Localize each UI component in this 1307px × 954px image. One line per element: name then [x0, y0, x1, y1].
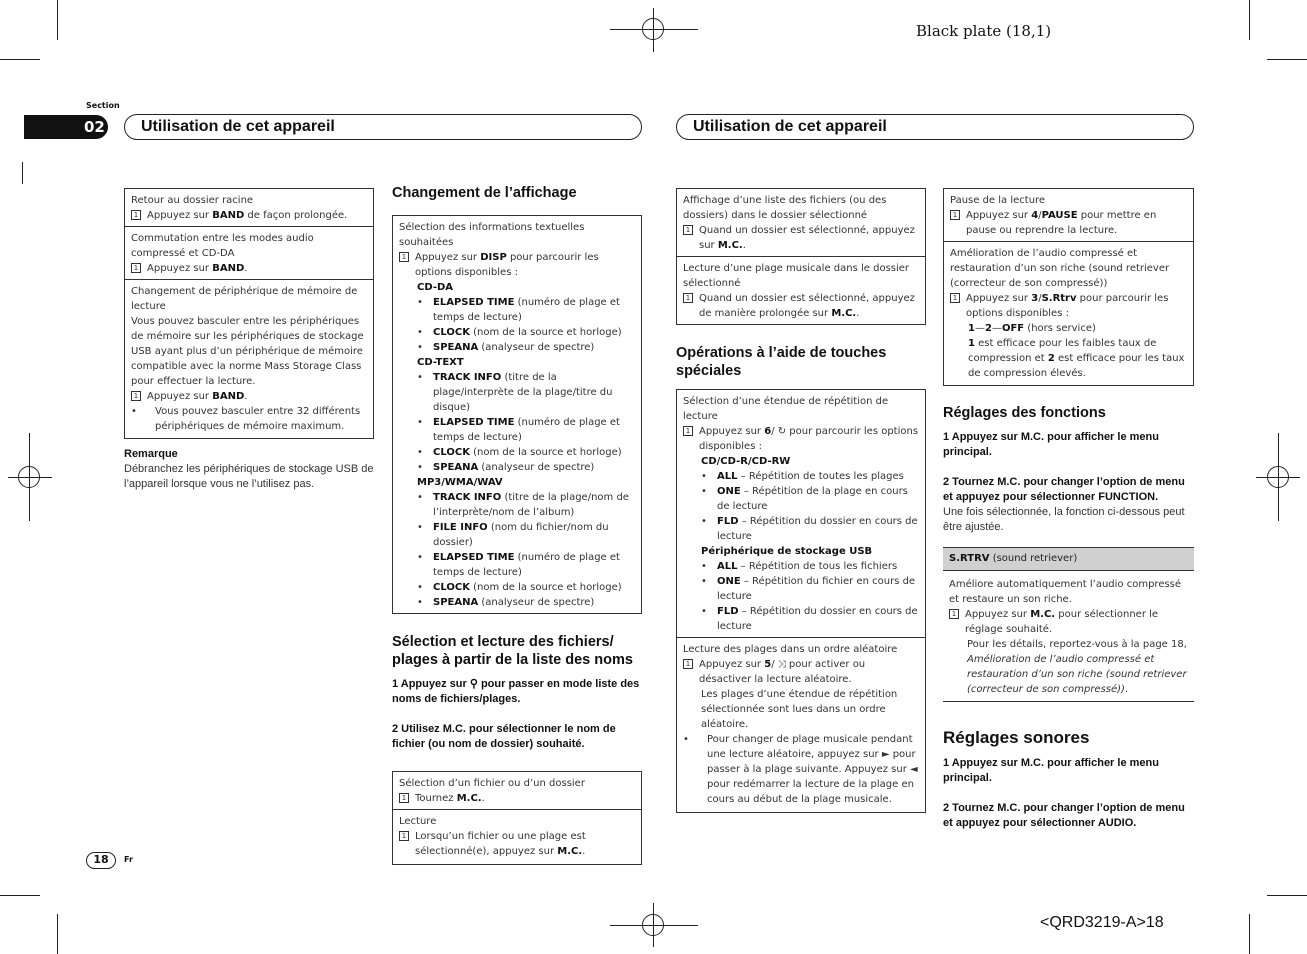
- bullet-icon: •: [417, 462, 423, 473]
- list-item: • CLOCK (nom de la source et horloge): [417, 582, 622, 593]
- row-title: Changement de périphérique de mémoire de lecture: [131, 286, 358, 312]
- step: 1 Quand un dossier est sélectionné, appuyez sur M.C..: [683, 223, 919, 253]
- list-item: • CLOCK (nom de la source et horloge): [417, 447, 622, 458]
- registration-mark: [18, 466, 40, 488]
- page-header-right: Utilisation de cet appareil: [676, 114, 1194, 140]
- bullet-icon: •: [417, 597, 423, 608]
- list-item: • SPEANA (analyseur de spectre): [417, 597, 595, 608]
- info-table: [676, 389, 926, 813]
- list-item: • TRACK INFO (titre de la plage/interprète de la plage/titre du disque): [417, 372, 613, 413]
- step: 1 Appuyez sur BAND.: [131, 261, 367, 276]
- crop-mark: [1249, 914, 1250, 954]
- bullet-icon: •: [701, 561, 707, 572]
- group-label: CD/CD-R/CD-RW: [701, 456, 791, 467]
- step: 1 Appuyez sur M.C. pour sélectionner le réglage souhaité.: [949, 607, 1188, 637]
- crop-mark: [0, 895, 40, 896]
- plate-label: Black plate (18,1): [916, 22, 1052, 40]
- bullet-icon: •: [417, 447, 423, 458]
- crop-mark: [1267, 59, 1307, 60]
- language-label: Fr: [124, 855, 133, 864]
- step-number-icon: 1: [131, 210, 141, 220]
- bullet-icon: •: [701, 576, 707, 587]
- registration-mark: [642, 914, 664, 936]
- row-paragraph: Vous pouvez basculer entre les périphériques de mémoire sur les périphériques de stockage USB ayant plus d’un périphérique de mémoire compatible avec la norme Mass Storage Class pour effectuer la lecture.: [131, 316, 364, 387]
- step: 1 Quand un dossier est sélectionné, appuyez de manière prolongée sur M.C..: [683, 291, 919, 321]
- procedure-step-1: 1 Appuyez sur M.C. pour afficher le menu principal.: [943, 757, 1159, 784]
- option-list: [683, 469, 919, 544]
- group-label: CD-DA: [417, 282, 454, 293]
- row-title: Retour au dossier racine: [131, 195, 254, 206]
- crop-mark: [57, 0, 58, 40]
- step-number-icon: 1: [399, 252, 409, 262]
- bullet-icon: •: [417, 417, 423, 428]
- bullet-item: • Pour changer de plage musicale pendant une lecture aléatoire, appuyez sur ► pour passer à la plage suivante. Appuyez sur ◄ pour redémarrer la lecture de la plage en cours au début de la plage musicale.: [683, 734, 918, 805]
- list-item: • CLOCK (nom de la source et horloge): [417, 327, 622, 338]
- step-number-icon: 1: [683, 659, 693, 669]
- table-header: S.RTRV (sound retriever): [943, 548, 1194, 570]
- step: 1 Appuyez sur DISP pour parcourir les options disponibles :: [399, 250, 635, 280]
- row-title: Commutation entre les modes audio compressé et CD-DA: [131, 233, 314, 259]
- step-number-icon: 1: [949, 609, 959, 619]
- column-3: [676, 188, 926, 813]
- page-number-badge: [86, 852, 116, 869]
- step-number-icon: 1: [131, 391, 141, 401]
- row-title: Sélection d’une étendue de répétition de lecture: [683, 396, 889, 422]
- bullet-icon: •: [683, 734, 689, 745]
- option-list: [399, 295, 635, 355]
- shuffle-icon: / ⤨ pour activer ou désactiver la lecture aléatoire.: [699, 659, 866, 685]
- list-item: • ALL – Répétition de tous les fichiers: [701, 561, 898, 572]
- option-list: [399, 490, 635, 610]
- table-row: [393, 216, 641, 613]
- group-label: MP3/WMA/WAV: [417, 477, 503, 488]
- row-title: Lecture: [399, 816, 437, 827]
- info-table: [392, 771, 642, 865]
- list-item: • ONE – Répétition du fichier en cours de lecture: [701, 576, 916, 602]
- bullet-icon: •: [701, 516, 707, 527]
- table-row: [125, 226, 373, 279]
- list-item: • FLD – Répétition du dossier en cours de lecture: [701, 516, 918, 542]
- step: 1 Appuyez sur BAND.: [131, 389, 367, 404]
- section-number-badge: 02: [24, 115, 108, 139]
- page-header-left: Utilisation de cet appareil: [124, 114, 642, 140]
- step-number-icon: 1: [131, 263, 141, 273]
- heading-display: Changement de l’affichage: [392, 185, 577, 201]
- list-item: • ELAPSED TIME (numéro de plage et temps de lecture): [417, 552, 620, 578]
- function-text: Une fois sélectionnée, la fonction ci-dessous peut être ajustée.: [943, 506, 1185, 533]
- row-title: Sélection d’un fichier ou d’un dossier: [399, 778, 585, 789]
- list-item: • ONE – Répétition de la plage en cours de lecture: [701, 486, 908, 512]
- row-title: Améliore automatiquement l’audio compressé et restaure un son riche.: [949, 579, 1182, 605]
- option-list: [683, 559, 919, 634]
- margin-mark: [22, 162, 23, 184]
- heading-ops: Opérations à l’aide de touches spéciales: [676, 345, 887, 379]
- step-number-icon: 1: [683, 225, 693, 235]
- row-title: Pause de la lecture: [950, 195, 1046, 206]
- note-text: Débranchez les périphériques de stockage USB de l’appareil lorsque vous ne l’utilisez pas.: [124, 463, 374, 490]
- procedure-step-1: 1 Appuyez sur ⚲ pour passer en mode liste des noms de fichiers/plages.: [392, 678, 640, 705]
- document-code: <QRD3219-A>18: [1040, 914, 1164, 931]
- list-item: • ELAPSED TIME (numéro de plage et temps de lecture): [417, 297, 620, 323]
- column-1: [124, 188, 374, 492]
- cross-reference: Amélioration de l’audio compressé et restauration d’un son riche (sound retriever (correcteur de son compressé)).: [967, 654, 1187, 695]
- list-item: • FLD – Répétition du dossier en cours de lecture: [701, 606, 918, 632]
- column-4: [943, 188, 1194, 831]
- step: 1 Lorsqu’un fichier ou une plage est sélectionné(e), appuyez sur M.C..: [399, 829, 635, 859]
- list-item: • TRACK INFO (titre de la plage/nom de l’interprète/nom de l’album): [417, 492, 629, 518]
- table-row: [125, 279, 373, 438]
- row-title: Amélioration de l’audio compressé et restauration d’un son riche (sound retriever (correcteur de son compressé)): [950, 248, 1170, 289]
- list-item: • SPEANA (analyseur de spectre): [417, 342, 595, 353]
- procedure-step-2: 2 Tournez M.C. pour changer l’option de menu et appuyez pour sélectionner AUDIO.: [943, 802, 1185, 829]
- procedure-step-2: 2 Tournez M.C. pour changer l’option de menu et appuyez pour sélectionner FUNCTION.: [943, 476, 1185, 503]
- table-row: [944, 189, 1193, 241]
- settings-table: [943, 547, 1194, 702]
- step-number-icon: 1: [399, 831, 409, 841]
- procedure-step-1: 1 Appuyez sur M.C. pour afficher le menu principal.: [943, 431, 1159, 458]
- info-table: [676, 188, 926, 325]
- info-table: [943, 188, 1194, 386]
- crop-mark: [1249, 0, 1250, 40]
- step: 1 Appuyez sur 5/ ⤨ pour activer ou désactiver la lecture aléatoire.: [683, 657, 919, 687]
- bullet-icon: •: [131, 406, 137, 417]
- row-title: Affichage d’une liste des fichiers (ou des dossiers) dans le dossier sélectionné: [683, 195, 887, 221]
- table-row: [393, 809, 641, 864]
- registration-mark: [1267, 466, 1289, 488]
- list-item: • SPEANA (analyseur de spectre): [417, 462, 595, 473]
- step-number-icon: 1: [683, 293, 693, 303]
- row-title: Lecture des plages dans un ordre aléatoire: [683, 644, 898, 655]
- group-label: CD-TEXT: [417, 357, 464, 368]
- table-row: [677, 390, 925, 637]
- bullet-icon: •: [417, 342, 423, 353]
- option-values: 1—2—OFF (hors service): [968, 323, 1096, 334]
- info-table: [124, 188, 374, 439]
- section-label: Section: [86, 101, 120, 110]
- heading-select: Sélection et lecture des fichiers/ plages à partir de la liste des noms: [392, 634, 633, 668]
- step: 1 Tournez M.C..: [399, 791, 635, 806]
- bullet-icon: •: [701, 486, 707, 497]
- bullet-icon: •: [417, 327, 423, 338]
- repeat-icon: / ↻ pour parcourir les options disponibles :: [699, 426, 919, 452]
- page-number: 18: [93, 853, 109, 866]
- bullet-icon: •: [417, 297, 423, 308]
- heading-functions: Réglages des fonctions: [943, 405, 1106, 421]
- note-title: Remarque: [124, 448, 178, 460]
- option-list: [399, 370, 635, 475]
- step: 1 Appuyez sur 4/PAUSE pour mettre en pause ou reprendre la lecture.: [950, 208, 1187, 238]
- table-row: [393, 772, 641, 809]
- bullet-icon: •: [417, 372, 423, 383]
- table-row: [125, 189, 373, 226]
- step-number-icon: 1: [950, 210, 960, 220]
- table-row: [677, 256, 925, 324]
- bullet-icon: •: [417, 552, 423, 563]
- crop-mark: [57, 914, 58, 954]
- column-2: [392, 184, 642, 865]
- registration-mark: [642, 18, 664, 40]
- info-table: [392, 215, 642, 614]
- table-row: [677, 189, 925, 256]
- heading-sound: Réglages sonores: [943, 728, 1090, 747]
- row-paragraph: Les plages d’une étendue de répétition sélectionnée sont lues dans un ordre aléatoire.: [701, 689, 898, 730]
- crop-mark: [1267, 895, 1307, 896]
- bullet-icon: •: [701, 471, 707, 482]
- step-number-icon: 1: [683, 426, 693, 436]
- row-paragraph: 1 est efficace pour les faibles taux de compression et 2 est efficace pour les taux de compression élevés.: [968, 338, 1185, 379]
- table-row: [943, 570, 1194, 701]
- step: 1 Appuyez sur 3/S.Rtrv pour parcourir les options disponibles :: [950, 291, 1187, 321]
- step: 1 Appuyez sur 6/ ↻ pour parcourir les options disponibles :: [683, 424, 919, 454]
- procedure-step-2: 2 Utilisez M.C. pour sélectionner le nom de fichier (ou nom de dossier) souhaité.: [392, 723, 616, 750]
- table-row: [677, 637, 925, 812]
- list-item: • ALL – Répétition de toutes les plages: [701, 471, 904, 482]
- step-number-icon: 1: [950, 293, 960, 303]
- row-title: Sélection des informations textuelles souhaitées: [399, 222, 585, 248]
- bullet-icon: •: [417, 492, 423, 503]
- step: 1 Appuyez sur BAND de façon prolongée.: [131, 208, 367, 223]
- row-title: Lecture d’une plage musicale dans le dossier sélectionné: [683, 263, 910, 289]
- row-paragraph: Pour les détails, reportez-vous à la page 18,: [967, 639, 1187, 650]
- bullet-item: • Vous pouvez basculer entre 32 différents périphériques de mémoire maximum.: [131, 406, 361, 432]
- crop-mark: [0, 59, 40, 60]
- note: [124, 447, 374, 492]
- list-item: • ELAPSED TIME (numéro de plage et temps de lecture): [417, 417, 620, 443]
- list-item: • FILE INFO (nom du fichier/nom du dossier): [417, 522, 609, 548]
- bullet-icon: •: [417, 582, 423, 593]
- step-number-icon: 1: [399, 793, 409, 803]
- bullet-icon: •: [417, 522, 423, 533]
- search-icon: ⚲: [469, 678, 478, 690]
- group-label: Périphérique de stockage USB: [701, 546, 873, 557]
- table-row: [944, 241, 1193, 385]
- bullet-icon: •: [701, 606, 707, 617]
